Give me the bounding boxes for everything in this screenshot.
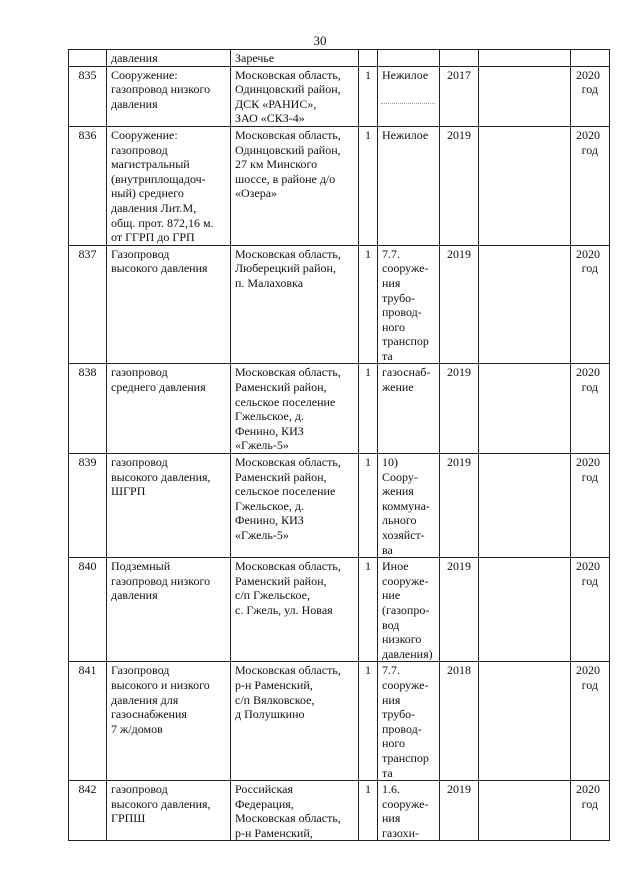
cell-num (69, 50, 107, 67)
cell-num-text: 836 (78, 127, 97, 142)
table-body (69, 50, 610, 841)
cell-address (231, 558, 359, 662)
cell-name (107, 126, 231, 245)
cell-count-text: 1 (365, 127, 371, 142)
cell-count (359, 66, 378, 126)
cell-num (69, 364, 107, 454)
cell-num-text: 835 (78, 67, 97, 82)
cell-extra (479, 66, 571, 126)
cell-purpose-text: 7.7. сооруже- ния трубо- провод- ного транспор та (382, 246, 429, 363)
cell-count (359, 662, 378, 781)
cell-num (69, 454, 107, 558)
cell-address-text: Московская область, Раменский район, сельское поселение Гжельское, д. Фенино, КИЗ «Гжель-5» (235, 455, 341, 542)
cell-count (359, 558, 378, 662)
cell-name-text: Сооружение: газопровод магистральный (внутриплощадоч- ный) среднего давления Лит.М, общ. прот. 872,16 м. от ГГРП до ГРП (111, 127, 214, 245)
cell-count (359, 50, 378, 67)
cell-extra (479, 454, 571, 558)
table-row (69, 126, 610, 245)
cell-count (359, 781, 378, 841)
cell-extra (479, 126, 571, 245)
cell-address: Заречье (231, 50, 359, 67)
cell-year (440, 245, 479, 364)
plan-unit: год (581, 380, 598, 395)
cell-extra (479, 245, 571, 364)
cell-purpose (378, 245, 440, 364)
cell-count (359, 245, 378, 364)
cell-address-text: Российская Федерация, Московская область, р-н Раменский, (235, 782, 341, 840)
cell-address (231, 454, 359, 558)
cell-name-text: Сооружение: газопровод низкого давления (111, 67, 211, 111)
cell-num (69, 66, 107, 126)
plan-unit: год (581, 573, 598, 588)
plan-year: 2020 (576, 246, 600, 261)
cell-purpose (378, 50, 440, 67)
cell-plan (571, 454, 610, 558)
cell-plan (571, 781, 610, 841)
plan-unit: год (581, 796, 598, 811)
cell-year-text: 2019 (447, 246, 471, 261)
cell-year (440, 662, 479, 781)
cell-year (440, 364, 479, 454)
plan-unit: год (581, 469, 598, 484)
cell-name-text: Газопровод высокого давления (111, 246, 208, 276)
cell-num-text: 840 (78, 559, 97, 574)
registry-table (68, 49, 610, 841)
cell-name (107, 781, 231, 841)
cell-num-text: 841 (78, 663, 97, 678)
cell-purpose (378, 558, 440, 662)
cell-purpose (378, 662, 440, 781)
cell-plan (571, 50, 610, 67)
cell-year (440, 781, 479, 841)
cell-extra (479, 558, 571, 662)
cell-name-text: Подземный газопровод низкого давления (111, 559, 211, 603)
cell-year-text: 2017 (447, 67, 471, 82)
plan-year: 2020 (576, 782, 600, 797)
cell-num-text: 837 (78, 246, 97, 261)
cell-year-text: 2019 (447, 782, 471, 797)
cell-extra (479, 781, 571, 841)
cell-address (231, 66, 359, 126)
cell-plan (571, 245, 610, 364)
cell-purpose (378, 126, 440, 245)
cell-purpose-text: газоснаб- жение (382, 365, 431, 395)
scan-artifact-dots (381, 103, 435, 104)
table-row (69, 781, 610, 841)
cell-count-text: 1 (365, 455, 371, 470)
cell-name-text: газопровод высокого давления, ШГРП (111, 455, 211, 499)
cell-year-text: 2019 (447, 559, 471, 574)
cell-address (231, 126, 359, 245)
cell-plan (571, 558, 610, 662)
cell-name-text: газопровод высокого давления, ГРПШ (111, 782, 211, 826)
cell-address-text: Московская область, Раменский район, с/п Гжельское, с. Гжель, ул. Новая (235, 559, 341, 617)
cell-address-text: Московская область, Раменский район, сельское поселение Гжельское, д. Фенино, КИЗ «Гжель-5» (235, 365, 341, 453)
cell-year (440, 50, 479, 67)
cell-purpose (378, 66, 440, 126)
plan-unit: год (581, 142, 598, 157)
table-row (69, 245, 610, 364)
cell-num-text: 838 (78, 365, 97, 380)
cell-purpose-text: 1.6. сооруже- ния газохи- (382, 782, 429, 840)
cell-year (440, 66, 479, 126)
cell-address (231, 662, 359, 781)
cell-purpose-text: Нежилое (382, 127, 429, 142)
cell-plan (571, 662, 610, 781)
cell-name (107, 66, 231, 126)
cell-plan (571, 126, 610, 245)
cell-num (69, 558, 107, 662)
cell-count-text: 1 (365, 663, 371, 678)
cell-address-text: Московская область, Одинцовский район, 27 км Минского шоссе, в районе д/о «Озера» (235, 127, 341, 201)
cell-extra (479, 364, 571, 454)
cell-address-text: Московская область, Люберецкий район, п. Малаховка (235, 246, 341, 290)
cell-purpose (378, 454, 440, 558)
cell-year (440, 558, 479, 662)
cell-count-text: 1 (365, 782, 371, 797)
plan-unit: год (581, 677, 598, 692)
cell-num-text: 842 (78, 782, 97, 797)
cell-year-text: 2019 (447, 365, 471, 380)
cell-name (107, 558, 231, 662)
cell-purpose (378, 364, 440, 454)
cell-purpose-text: Нежилое (382, 67, 429, 82)
cell-address (231, 364, 359, 454)
table-row (69, 558, 610, 662)
cell-num (69, 126, 107, 245)
cell-plan (571, 364, 610, 454)
cell-address-text: Московская область, р-н Раменский, с/п Вялковское, д Полушкино (235, 663, 341, 722)
cell-purpose-text: 10) Соору- жения коммуна- льного хозяйст- ва (382, 455, 430, 557)
cell-name-text: газопровод среднего давления (111, 365, 206, 395)
cell-name (107, 454, 231, 558)
cell-year-text: 2019 (447, 127, 471, 142)
cell-num-text: 839 (78, 455, 97, 470)
cell-count-text: 1 (365, 559, 371, 574)
cell-extra (479, 50, 571, 67)
cell-address-text: Московская область, Одинцовский район, ДСК «РАНИС», ЗАО «СКЗ-4» (235, 67, 341, 126)
table-row-continued (69, 50, 610, 67)
cell-name (107, 245, 231, 364)
cell-year-text: 2019 (447, 455, 471, 470)
cell-count-text: 1 (365, 67, 371, 82)
table-row (69, 454, 610, 558)
cell-purpose-text: Иное сооруже- ние (газопро- вод низкого давления) (382, 559, 433, 661)
cell-name-text: Газопровод высокого и низкого давления для газоснабжения 7 ж/домов (111, 663, 210, 736)
plan-year: 2020 (576, 559, 600, 574)
cell-count (359, 126, 378, 245)
cell-name (107, 662, 231, 781)
cell-year-text: 2018 (447, 663, 471, 678)
plan-year: 2020 (576, 455, 600, 470)
page-number: 30 (313, 33, 327, 48)
cell-purpose (378, 781, 440, 841)
cell-count (359, 364, 378, 454)
plan-year: 2020 (576, 365, 600, 380)
cell-year (440, 126, 479, 245)
cell-plan (571, 66, 610, 126)
cell-num (69, 662, 107, 781)
cell-year (440, 454, 479, 558)
cell-num (69, 245, 107, 364)
cell-name: давления (107, 50, 231, 67)
plan-year: 2020 (576, 663, 600, 678)
plan-year: 2020 (576, 67, 600, 82)
plan-year: 2020 (576, 127, 600, 142)
cell-address (231, 781, 359, 841)
cell-count (359, 454, 378, 558)
table-row (69, 662, 610, 781)
plan-unit: год (581, 82, 598, 97)
table-row (69, 364, 610, 454)
cell-count-text: 1 (365, 246, 371, 261)
plan-unit: год (581, 261, 598, 276)
table-row (69, 66, 610, 126)
cell-name (107, 364, 231, 454)
cell-num (69, 781, 107, 841)
cell-count-text: 1 (365, 365, 371, 380)
cell-extra (479, 662, 571, 781)
cell-address (231, 245, 359, 364)
cell-purpose-text: 7.7. сооруже- ния трубо- провод- ного транспор та (382, 663, 429, 780)
